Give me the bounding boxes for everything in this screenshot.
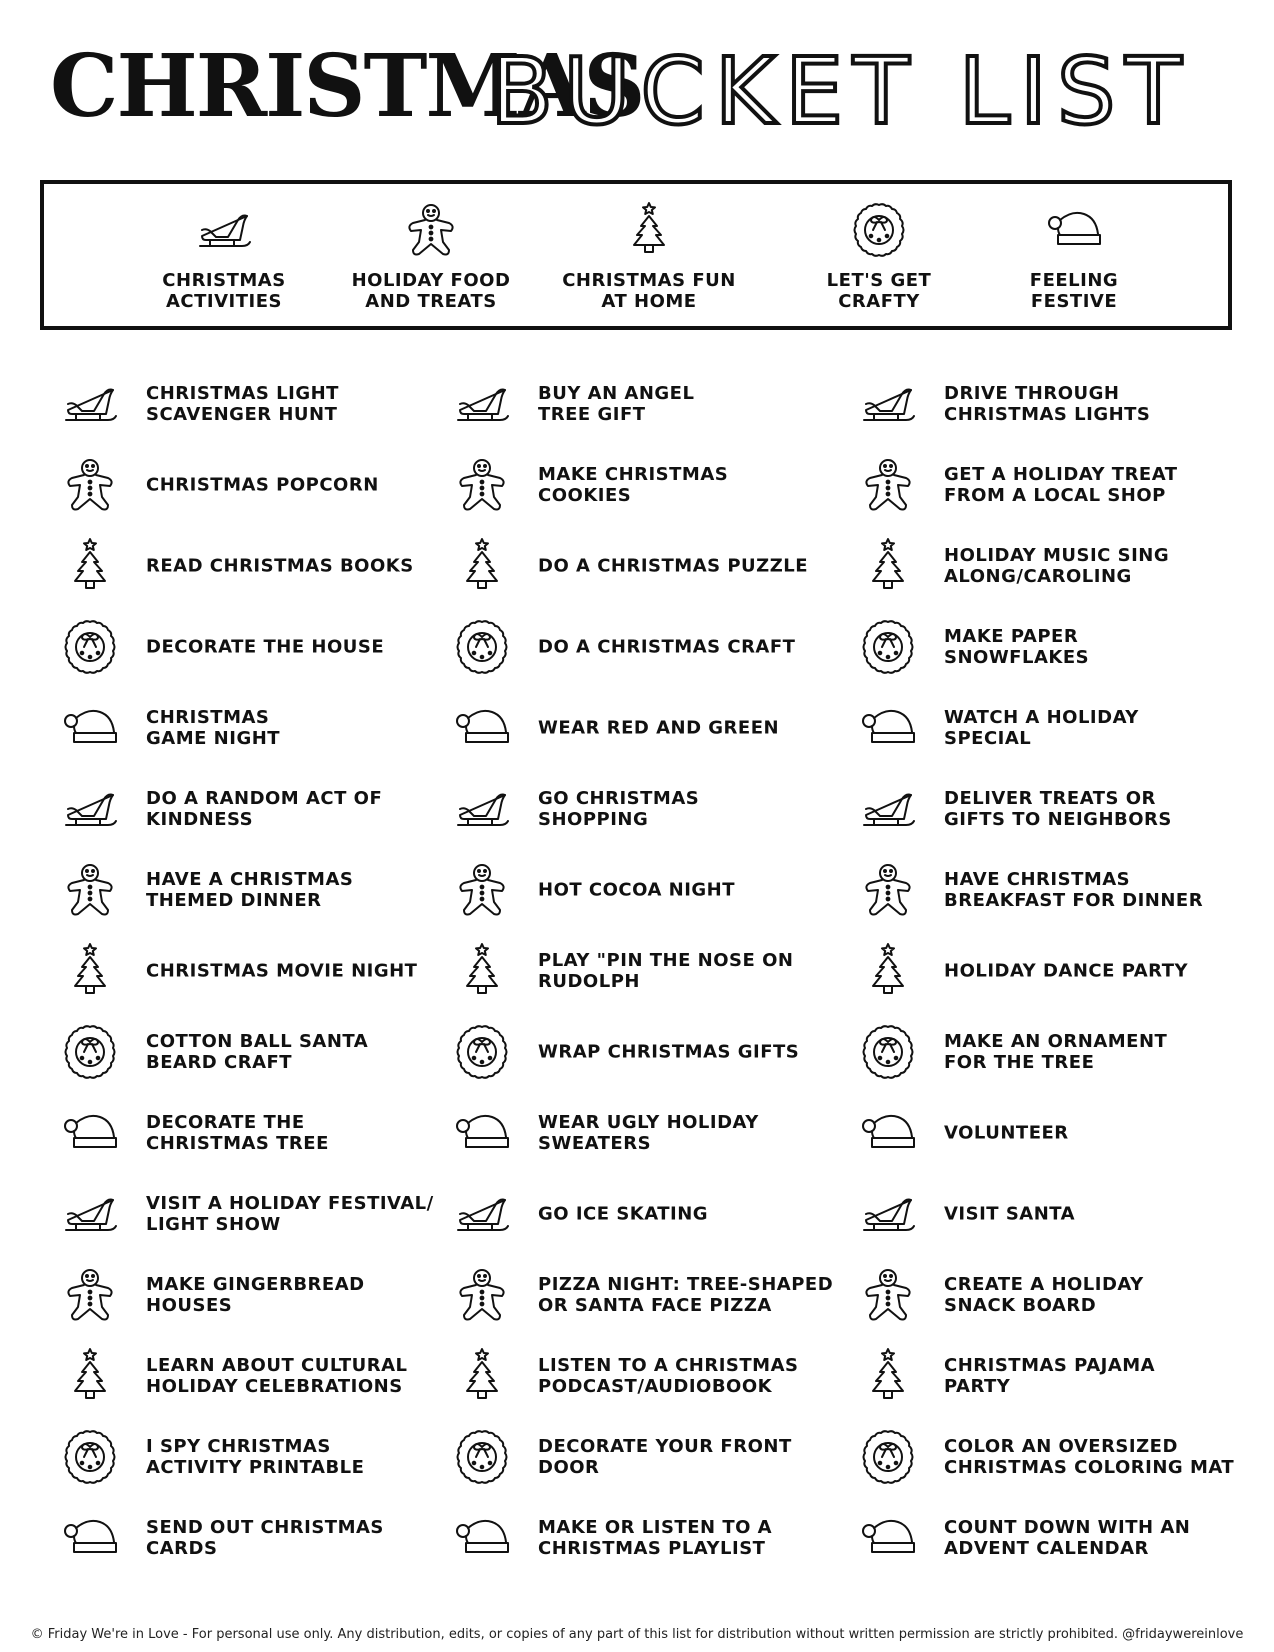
list-item bbox=[858, 860, 1258, 941]
list-item bbox=[452, 536, 852, 617]
wreath-icon bbox=[60, 1427, 120, 1487]
list-item-text: CHRISTMAS MOVIE NIGHT bbox=[146, 960, 418, 982]
list-item-text: GET A HOLIDAY TREAT FROM A LOCAL SHOP bbox=[944, 464, 1178, 506]
list-item-text: READ CHRISTMAS BOOKS bbox=[146, 555, 414, 577]
list-item-text: MAKE AN ORNAMENT FOR THE TREE bbox=[944, 1031, 1168, 1073]
gingerbread-icon bbox=[60, 455, 120, 515]
list-column-3 bbox=[858, 374, 1258, 1589]
list-item bbox=[452, 941, 852, 1022]
list-item bbox=[858, 1508, 1258, 1589]
list-item-text: PLAY "PIN THE NOSE ON RUDOLPH bbox=[538, 950, 794, 992]
wreath-icon bbox=[858, 1427, 918, 1487]
list-item bbox=[452, 1508, 852, 1589]
legend-label: FEELING FESTIVE bbox=[1029, 270, 1119, 312]
list-item-text: WEAR RED AND GREEN bbox=[538, 717, 780, 739]
list-item bbox=[60, 455, 460, 536]
list-item bbox=[452, 860, 852, 941]
list-item bbox=[60, 374, 460, 455]
list-item-text: WEAR UGLY HOLIDAY SWEATERS bbox=[538, 1112, 759, 1154]
sleigh-icon bbox=[858, 1184, 918, 1244]
santa-hat-icon bbox=[452, 1508, 512, 1568]
list-item bbox=[452, 779, 852, 860]
list-item-text: CHRISTMAS GAME NIGHT bbox=[146, 707, 281, 749]
list-item-text: I SPY CHRISTMAS ACTIVITY PRINTABLE bbox=[146, 1436, 365, 1478]
list-item-text: VISIT SANTA bbox=[944, 1203, 1076, 1225]
list-item-text: WATCH A HOLIDAY SPECIAL bbox=[944, 707, 1139, 749]
page-title bbox=[50, 38, 1230, 148]
list-item bbox=[60, 617, 460, 698]
list-item-text: DECORATE THE CHRISTMAS TREE bbox=[146, 1112, 329, 1154]
tree-icon bbox=[858, 1346, 918, 1406]
list-item-text: MAKE GINGERBREAD HOUSES bbox=[146, 1274, 365, 1316]
title-bucket-list: BUCKET LIST bbox=[490, 38, 1192, 145]
santa-hat-icon bbox=[858, 1103, 918, 1163]
list-item bbox=[858, 374, 1258, 455]
wreath-icon bbox=[60, 617, 120, 677]
list-item-text: DO A CHRISTMAS CRAFT bbox=[538, 636, 796, 658]
category-legend bbox=[40, 180, 1232, 330]
wreath-icon bbox=[858, 617, 918, 677]
list-item bbox=[60, 1103, 460, 1184]
list-item-text: COLOR AN OVERSIZED CHRISTMAS COLORING MAT bbox=[944, 1436, 1235, 1478]
list-item bbox=[452, 698, 852, 779]
tree-icon bbox=[452, 941, 512, 1001]
list-item-text: SEND OUT CHRISTMAS CARDS bbox=[146, 1517, 384, 1559]
legend-label: CHRISTMAS FUN AT HOME bbox=[562, 270, 736, 312]
tree-icon bbox=[619, 200, 679, 260]
wreath-icon bbox=[452, 1022, 512, 1082]
list-item-text: MAKE CHRISTMAS COOKIES bbox=[538, 464, 729, 506]
list-item-text: LISTEN TO A CHRISTMAS PODCAST/AUDIOBOOK bbox=[538, 1355, 799, 1397]
title-christmas: CHRISTMAS bbox=[50, 36, 644, 137]
santa-hat-icon bbox=[60, 698, 120, 758]
sleigh-icon bbox=[452, 779, 512, 839]
list-item bbox=[60, 1184, 460, 1265]
list-item bbox=[858, 941, 1258, 1022]
list-item-text: CHRISTMAS LIGHT SCAVENGER HUNT bbox=[146, 383, 339, 425]
tree-icon bbox=[60, 941, 120, 1001]
list-item bbox=[858, 617, 1258, 698]
list-item bbox=[60, 536, 460, 617]
sleigh-icon bbox=[60, 1184, 120, 1244]
list-item bbox=[452, 1427, 852, 1508]
gingerbread-icon bbox=[858, 860, 918, 920]
gingerbread-icon bbox=[452, 1265, 512, 1325]
list-item-text: COTTON BALL SANTA BEARD CRAFT bbox=[146, 1031, 369, 1073]
list-item-text: GO CHRISTMAS SHOPPING bbox=[538, 788, 700, 830]
sleigh-icon bbox=[452, 374, 512, 434]
list-item bbox=[60, 941, 460, 1022]
list-item-text: DECORATE THE HOUSE bbox=[146, 636, 385, 658]
list-item bbox=[452, 1184, 852, 1265]
list-item bbox=[60, 1265, 460, 1346]
list-item bbox=[452, 374, 852, 455]
list-item-text: LEARN ABOUT CULTURAL HOLIDAY CELEBRATIONS bbox=[146, 1355, 408, 1397]
list-item bbox=[858, 1346, 1258, 1427]
list-item bbox=[60, 1508, 460, 1589]
sleigh-icon bbox=[60, 779, 120, 839]
list-item-text: COUNT DOWN WITH AN ADVENT CALENDAR bbox=[944, 1517, 1191, 1559]
list-item-text: HAVE CHRISTMAS BREAKFAST FOR DINNER bbox=[944, 869, 1204, 911]
list-item-text: DELIVER TREATS OR GIFTS TO NEIGHBORS bbox=[944, 788, 1172, 830]
legend-label: CHRISTMAS ACTIVITIES bbox=[162, 270, 286, 312]
tree-icon bbox=[60, 536, 120, 596]
sleigh-icon bbox=[194, 200, 254, 260]
sleigh-icon bbox=[60, 374, 120, 434]
list-item-text: CHRISTMAS POPCORN bbox=[146, 474, 379, 496]
sleigh-icon bbox=[452, 1184, 512, 1244]
gingerbread-icon bbox=[452, 860, 512, 920]
wreath-icon bbox=[858, 1022, 918, 1082]
list-item-text: MAKE OR LISTEN TO A CHRISTMAS PLAYLIST bbox=[538, 1517, 773, 1559]
gingerbread-icon bbox=[452, 455, 512, 515]
list-item-text: DO A RANDOM ACT OF KINDNESS bbox=[146, 788, 383, 830]
list-item bbox=[858, 536, 1258, 617]
list-item-text: DO A CHRISTMAS PUZZLE bbox=[538, 555, 809, 577]
legend-item-festive bbox=[974, 184, 1174, 326]
list-item bbox=[60, 779, 460, 860]
santa-hat-icon bbox=[858, 1508, 918, 1568]
list-item-text: VISIT A HOLIDAY FESTIVAL/ LIGHT SHOW bbox=[146, 1193, 434, 1235]
gingerbread-icon bbox=[858, 455, 918, 515]
gingerbread-icon bbox=[858, 1265, 918, 1325]
wreath-icon bbox=[60, 1022, 120, 1082]
santa-hat-icon bbox=[452, 698, 512, 758]
santa-hat-icon bbox=[1044, 200, 1104, 260]
wreath-icon bbox=[849, 200, 909, 260]
list-item bbox=[858, 698, 1258, 779]
list-item-text: MAKE PAPER SNOWFLAKES bbox=[944, 626, 1090, 668]
tree-icon bbox=[858, 536, 918, 596]
list-item-text: HAVE A CHRISTMAS THEMED DINNER bbox=[146, 869, 354, 911]
list-item-text: HOLIDAY DANCE PARTY bbox=[944, 960, 1189, 982]
list-item-text: DECORATE YOUR FRONT DOOR bbox=[538, 1436, 792, 1478]
list-item bbox=[452, 1265, 852, 1346]
list-item bbox=[452, 617, 852, 698]
list-item bbox=[858, 455, 1258, 536]
list-item bbox=[858, 779, 1258, 860]
list-item bbox=[452, 1022, 852, 1103]
list-item-text: WRAP CHRISTMAS GIFTS bbox=[538, 1041, 800, 1063]
list-item-text: HOLIDAY MUSIC SING ALONG/CAROLING bbox=[944, 545, 1170, 587]
list-item bbox=[60, 1427, 460, 1508]
list-item bbox=[858, 1184, 1258, 1265]
list-item-text: CREATE A HOLIDAY SNACK BOARD bbox=[944, 1274, 1144, 1316]
gingerbread-icon bbox=[401, 200, 461, 260]
list-item-text: BUY AN ANGEL TREE GIFT bbox=[538, 383, 695, 425]
legend-label: HOLIDAY FOOD AND TREATS bbox=[351, 270, 511, 312]
list-item bbox=[452, 1103, 852, 1184]
legend-item-activities bbox=[124, 184, 324, 326]
legend-item-home bbox=[534, 184, 764, 326]
list-item bbox=[858, 1265, 1258, 1346]
santa-hat-icon bbox=[858, 698, 918, 758]
sleigh-icon bbox=[858, 779, 918, 839]
list-item bbox=[858, 1427, 1258, 1508]
list-item bbox=[452, 1346, 852, 1427]
santa-hat-icon bbox=[452, 1103, 512, 1163]
list-item bbox=[60, 1022, 460, 1103]
wreath-icon bbox=[452, 617, 512, 677]
list-column-2 bbox=[452, 374, 852, 1589]
sleigh-icon bbox=[858, 374, 918, 434]
tree-icon bbox=[858, 941, 918, 1001]
santa-hat-icon bbox=[60, 1508, 120, 1568]
legend-item-food bbox=[316, 184, 546, 326]
list-item-text: HOT COCOA NIGHT bbox=[538, 879, 736, 901]
copyright-footer: © Friday We're in Love - For personal use only. Any distribution, edits, or copies of any part of this list for distribution without written permission are strictly prohibited. @fridaywereinlove bbox=[30, 1627, 1244, 1642]
gingerbread-icon bbox=[60, 1265, 120, 1325]
list-item-text: GO ICE SKATING bbox=[538, 1203, 709, 1225]
list-column-1 bbox=[60, 374, 460, 1589]
list-item bbox=[60, 860, 460, 941]
list-item bbox=[60, 698, 460, 779]
tree-icon bbox=[452, 536, 512, 596]
tree-icon bbox=[452, 1346, 512, 1406]
list-item bbox=[60, 1346, 460, 1427]
legend-label: LET'S GET CRAFTY bbox=[826, 270, 932, 312]
tree-icon bbox=[60, 1346, 120, 1406]
wreath-icon bbox=[452, 1427, 512, 1487]
santa-hat-icon bbox=[60, 1103, 120, 1163]
list-item bbox=[452, 455, 852, 536]
list-item bbox=[858, 1022, 1258, 1103]
list-item-text: CHRISTMAS PAJAMA PARTY bbox=[944, 1355, 1156, 1397]
list-item bbox=[858, 1103, 1258, 1184]
gingerbread-icon bbox=[60, 860, 120, 920]
legend-item-crafty bbox=[779, 184, 979, 326]
list-item-text: DRIVE THROUGH CHRISTMAS LIGHTS bbox=[944, 383, 1151, 425]
list-item-text: PIZZA NIGHT: TREE-SHAPED OR SANTA FACE PIZZA bbox=[538, 1274, 834, 1316]
list-item-text: VOLUNTEER bbox=[944, 1122, 1069, 1144]
